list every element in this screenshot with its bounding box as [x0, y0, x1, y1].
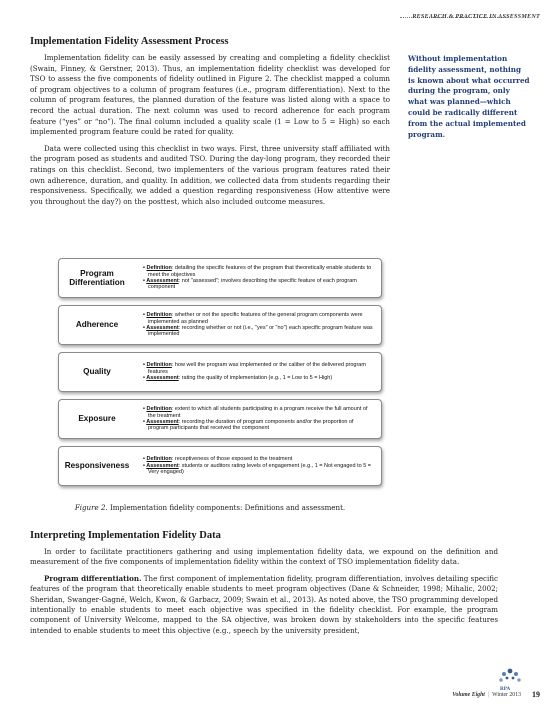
- paragraph: Data were collected using this checklist in two ways. First, three university staff affiliated with the program posed as students and audited TSO. During the day-long program, they recorded their ratings on this checklist. Second, two implementers of the various program features rated their own adherence, duration, and quality. In addition, we collected data from students regarding their responsiveness. Specifically, we added a question regarding responsiveness (How attentive were you throughout the day?) on the posttest, which also included outcome measures.: [30, 143, 390, 206]
- definition-line: • Definition: detailing the specific features of the program that theoretically enable students to meet the objectives: [143, 265, 372, 278]
- assessment-line: • Assessment: recording whether or not (i.e., "yes" or "no") each specific program feature was implemented: [143, 325, 373, 338]
- issue-season: Winter 2013: [492, 691, 521, 698]
- page-number: 19: [532, 690, 540, 699]
- assessment-term: Assessment: [146, 419, 179, 425]
- volume-label: Volume Eight: [452, 691, 485, 698]
- pull-quote: Without implementation fidelity assessment, nothing is known about what occurred during the program, only what was planned—which could be radically different from the actual implemented program.: [408, 54, 530, 139]
- figure-fidelity-components: [58, 258, 382, 493]
- run-in-heading: Program differentiation.: [44, 573, 142, 583]
- component-name: Quality: [83, 367, 111, 377]
- assessment-line: • Assessment: rating the quality of implementation (e.g., 1 = Low to 5 = High): [143, 375, 333, 382]
- assessment-term: Assessment: [146, 278, 179, 284]
- component-details: [139, 400, 381, 438]
- definition-term: Definition: [146, 362, 172, 369]
- paragraph-text: The first component of implementation fidelity, program differentiation, involves detailing specific features of the program that theoretically enable students to meet program objectives (Dane & Schneider, 1998; Mihalic, 2002; Sheridan, Swanger-Gagné, Welch, Kwon, & Garbacz, 2009; Swain et al., 2013). As noted above, the TSO programming developed intentionally to enable students to meet each objective was specified in the fidelity checklist. For example, the program component of University Welcome, mapped to the SA objective, was broken down by stakeholders into the specific features intended to enable students to meet this objective (e.g., speech by the university president,: [30, 573, 498, 635]
- component-row: [58, 352, 382, 392]
- component-details: [139, 447, 381, 485]
- component-details: [139, 259, 381, 297]
- assessment-text: : students or auditors rating levels of engagement (e.g., 1 = Not engaged to 5 = Very engaged): [148, 462, 371, 476]
- definition-line: • Definition: whether or not the specific features of the general program components were implemented as planned: [143, 312, 363, 325]
- caption-text: Implementation fidelity components: Definitions and assessment.: [107, 503, 346, 512]
- component-row: [58, 399, 382, 439]
- caption-label: Figure 2.: [74, 503, 108, 512]
- definition-line: • Definition: extent to which all students participating in a program receive the full amount of the treatment: [143, 406, 368, 419]
- figure-caption: [30, 503, 390, 512]
- assessment-text: : recording the duration of program components and/or the proportion of program participants that received the component: [148, 419, 354, 432]
- definition-line: • Definition: how well the program was implemented or the caliber of the delivered program features: [143, 362, 366, 375]
- definition-term: Definition: [146, 312, 172, 319]
- assessment-text: : not "assessed"; involves describing the specific feature of each program component: [148, 278, 357, 291]
- component-details: [139, 353, 381, 391]
- component-name: Program Differentiation: [69, 268, 125, 287]
- definition-term: Definition: [146, 265, 172, 272]
- page-footer: [415, 690, 540, 699]
- component-box: [58, 305, 382, 345]
- section-heading: Interpreting Implementation Fidelity Data: [30, 530, 221, 541]
- component-box: [58, 258, 382, 298]
- definition-text: : how well the program was implemented or the caliber of the delivered program features: [148, 362, 366, 375]
- section-heading: Implementation Fidelity Assessment Process: [30, 36, 229, 47]
- running-title: RESEARCH & PRACTICE IN ASSESSMENT: [412, 13, 540, 20]
- definition-line: • Definition: receptiveness of those exposed to the treatment: [143, 456, 293, 463]
- paragraph: [30, 574, 498, 636]
- assessment-line: • Assessment: recording the duration of program components and/or the proportion of program participants that received the component: [143, 419, 354, 432]
- definition-term: Definition: [146, 406, 172, 413]
- definition-text: : extent to which all students participating in a program receive the full amount of the treatment: [148, 406, 368, 419]
- assessment-line: • Assessment: not "assessed"; involves describing the specific feature of each program component: [143, 278, 357, 291]
- component-row: [58, 258, 382, 298]
- component-details: [139, 306, 381, 344]
- footer-separator: |: [487, 691, 490, 698]
- definition-term: Definition: [146, 456, 172, 463]
- section-fidelity-assessment: [30, 36, 390, 207]
- section-interpreting-data: [30, 530, 498, 636]
- component-box: [58, 352, 382, 392]
- component-name: Adherence: [75, 320, 119, 330]
- assessment-text: : rating the quality of implementation (e.g., 1 = Low to 5 = High): [178, 375, 333, 382]
- definition-text: : detailing the specific features of the program that theoretically enable students to meet the objectives: [148, 265, 372, 278]
- assessment-term: Assessment: [146, 375, 179, 382]
- component-name: Exposure: [78, 414, 116, 424]
- assessment-text: : recording whether or not (i.e., "yes" or "no") each specific program feature was implemented: [148, 325, 373, 338]
- paragraph: In order to facilitate practitioners gathering and using implementation fidelity data, we expound on the definition and measurement of the five components of implementation fidelity within the context of TSO implementation fidelity data.: [30, 547, 498, 567]
- component-row: [58, 446, 382, 486]
- definition-text: : whether or not the specific features of the general program components were implemented as planned: [148, 312, 363, 325]
- paragraph: Implementation fidelity can be easily assessed by creating and completing a fidelity checklist (Swain, Finney, & Gerstner, 2013). Thus, an implementation fidelity checklist was developed for TSO to assess the five components of fidelity outlined in Figure 2. The checklist mapped a column of program objectives to a column of program features (i.e., program differentiation). Next to the column of program features, the planned duration of the feature was listed along with a space to record the actual duration. The next column was used to record adherence for each program feature (“yes” or “no”). The final column included a quality scale (1 = Low to 5 = High) so each implemented program feature could be rated for quality.: [30, 53, 390, 137]
- assessment-term: Assessment: [146, 462, 179, 469]
- definition-text: : receptiveness of those exposed to the treatment: [171, 456, 293, 463]
- component-name: Responsiveness: [64, 461, 130, 471]
- component-row: [58, 305, 382, 345]
- logo-text: RPA: [500, 686, 511, 692]
- component-box: [58, 399, 382, 439]
- component-box: [58, 446, 382, 486]
- assessment-line: • Assessment: students or auditors rating levels of engagement (e.g., 1 = Not engaged to 5 = Very engaged): [143, 462, 371, 476]
- assessment-term: Assessment: [146, 325, 179, 331]
